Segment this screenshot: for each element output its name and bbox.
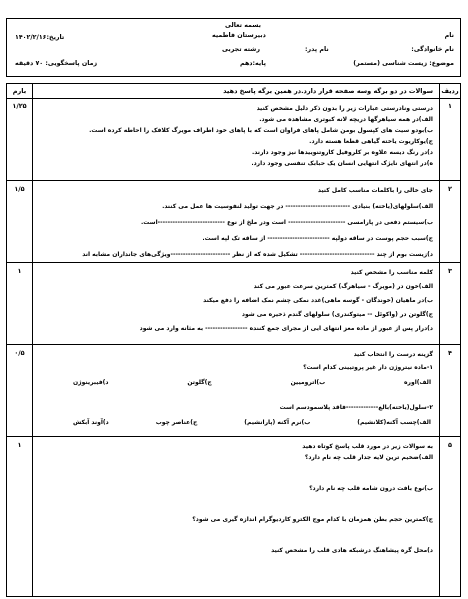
question-score: ۱ [7, 263, 33, 345]
question-item: ج)کمترین حجم بطن همزمان با کدام موج الکترو کاردیوگرام اندازه گیری می شود؟ [192, 516, 433, 523]
basmala: بسمه تعالی [225, 22, 262, 29]
question-row [7, 437, 461, 597]
school-name: دبیرستان فاطمیه [212, 32, 266, 39]
question-item: ج)گلوتن در (واکوئل -- میتوکندری) سلولهای گندم ذخیره می شود [241, 311, 433, 318]
question-title: کلمه مناسب را مشخص کنید [350, 269, 433, 276]
questions-table [6, 83, 461, 597]
question-number: ۱ [440, 99, 461, 181]
option-d[interactable]: د)فیبرینوژن [73, 379, 109, 386]
question-score: ۱/۲۵ [7, 99, 33, 181]
question-row [7, 263, 461, 345]
question-row [7, 181, 461, 263]
question-item: د)در رنگ دیسه علاوه بر کلروفیل کاروتنوییدها نیز وجود دارند. [251, 149, 433, 156]
question-number: ۵ [440, 437, 461, 597]
option-c[interactable]: ج)گلوتن [187, 379, 212, 386]
row-number-header: ردیف [440, 84, 461, 99]
name-label: نام [444, 32, 454, 39]
score-header: بارم [7, 84, 33, 99]
question-body [33, 181, 440, 263]
option-d[interactable]: د)آوند آبکش [73, 419, 109, 426]
question-item: الف)خون در (مویرگ - سیاهرگ) کمترین سرعت عبور می کند [253, 283, 433, 290]
question-item: د)درار پس از عبور از ماده مغز انتهای ایی از مجرای جمع کننده ----------------- به مثانه وارد می شود [139, 325, 433, 332]
exam-header [6, 18, 461, 77]
question-number: ۴ [440, 345, 461, 437]
question-item: الف)سلولهای(یاخته) بنیادی -------------------------- در جهت تولید لنفوسیت ها عمل می کنند. [162, 203, 433, 210]
father-name-label: نام پدر: [305, 46, 329, 53]
question-body [33, 263, 440, 345]
option-b[interactable]: ب)نرم آکنه (پارانشیم) [244, 419, 311, 426]
question-score: ۱/۵ [7, 181, 33, 263]
question-title: گزینه درست را انتخاب کنید [353, 351, 433, 358]
option-c[interactable]: ج)عناصر چوب [155, 419, 198, 426]
question-item: ج)یوکاریوت یاخته گیاهی قطعا هسته دارد. [309, 138, 433, 145]
question-item: ه)در انتهای نایژک انتهایی انسان یک حبابک تنفسی وجود دارد. [251, 160, 433, 167]
question-item: د)زیست بوم از چند ------------------------------ تشکیل شده که از نظر ------------------------ویژگی‌های جانداران مشابه اند [82, 251, 433, 258]
question-item: ب)نوع بافت درون شامه قلب چه نام دارد؟ [309, 485, 433, 492]
surname-label: نام خانوادگی: [411, 46, 454, 53]
question-row [7, 99, 461, 181]
option-b[interactable]: ب)اترومیین [290, 379, 326, 386]
answer-options [33, 417, 439, 428]
question-body [33, 99, 440, 181]
question-item: ۱-ماده نیتروژن دار غیر پروتیینی کدام است؟ [303, 364, 433, 371]
exam-frame [6, 18, 461, 596]
question-title: جای خالی را باکلمات مناسب کامل کنید [317, 187, 433, 194]
question-number: ۲ [440, 181, 461, 263]
question-item: د)محل گره پیشاهنگ درشبکه هادی قلب را مشخص کنید [271, 547, 433, 554]
question-score: ۱ [7, 437, 33, 597]
question-item: ب)در ماهیان (خوندگان - گوسه ماهی)غدد نمکی چشم نمک اضافه را دفع میکند [203, 297, 433, 304]
option-a[interactable]: الف)چسب آکنه(کلانشیم) [357, 419, 431, 426]
question-number: ۳ [440, 263, 461, 345]
question-item: الف)در همه سیاهرگها دریچه لانه کبوتری مشاهده می شود. [259, 116, 433, 123]
question-title: به سوالات زیر در مورد قلب پاسخ کوتاه دهید [302, 443, 433, 450]
duration-label: زمان پاسخگویی: ۷۰ دقیقه [15, 60, 98, 67]
question-item: ب)سیستم دفعی در پارامسی ----------------------- است ودر ملخ از نوع ---------------------------است. [141, 219, 433, 226]
question-body [33, 437, 440, 597]
instructions-header: سوالات در دو برگه وسه صفحه قرار دارد.در همین برگه پاسخ دهید [33, 84, 440, 99]
field-label: رشته تجربی [222, 46, 260, 53]
table-header-row [7, 84, 461, 99]
question-score: ۰/۵ [7, 345, 33, 437]
option-a[interactable]: الف)اوره [404, 379, 431, 386]
question-item: الف)ضخیم ترین لایه جدار قلب چه نام دارد؟ [304, 454, 433, 461]
date-label: تاریخ:۱۴۰۲/۲/۱۶ [15, 34, 65, 41]
question-body [33, 345, 440, 437]
question-item: ۲-سلول(یاخته)بالغ-------------فاقد پلاسمودسم است [279, 404, 433, 411]
question-item: ج)سبب حجم پوست در ساقه دولپه ------------------------- از ساقه تک لپه است. [202, 235, 433, 242]
question-item: ب)بودو سیت های کپسول بومن شامل پاهای فراوان است که با پاهای خود اطراف مویرگ کلافک را احاطه کرده است. [89, 127, 433, 134]
question-row [7, 345, 461, 437]
answer-options [33, 377, 439, 388]
question-title: درستی ونادرستی عبارات زیر را بدون ذکر دلیل مشخص کنید [256, 105, 433, 112]
subject-label: موضوع: زیست شناسی (مستمر) [353, 60, 454, 67]
grade-label: پایه:دهم [240, 60, 266, 67]
